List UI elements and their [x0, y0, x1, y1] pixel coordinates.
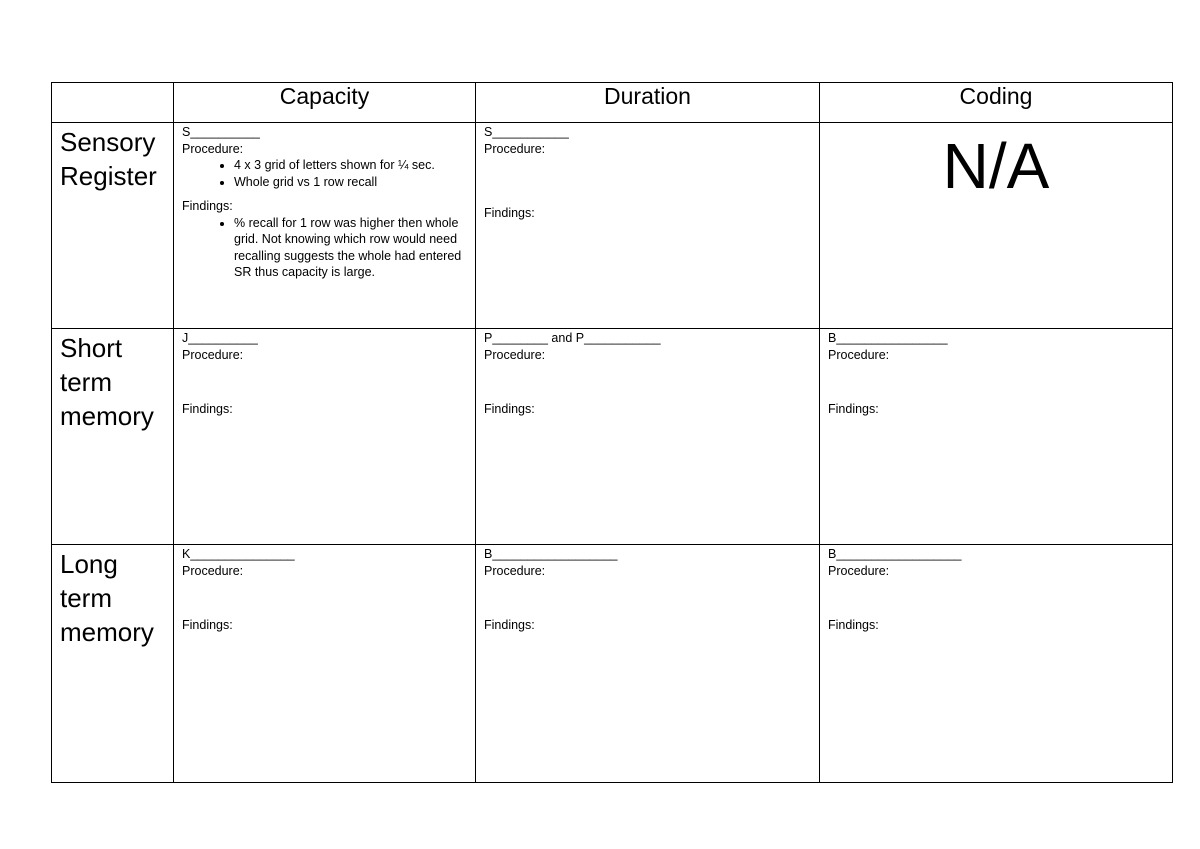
findings-label: Findings: — [484, 206, 535, 220]
sensory-duration-cell — [476, 123, 820, 329]
findings-label: Findings: — [828, 618, 879, 632]
sensory-coding-cell — [820, 123, 1173, 329]
header-row — [52, 83, 1173, 123]
ltm-duration-cell — [476, 545, 820, 783]
stm-coding-cell — [820, 329, 1173, 545]
list-item: • 4 x 3 grid of letters shown for ¼ sec. — [234, 157, 467, 174]
researcher-blank: P________ and P___________ — [484, 331, 661, 345]
procedure-label: Procedure: — [182, 141, 244, 156]
procedure-list — [182, 157, 467, 190]
researcher-blank: S___________ — [484, 125, 569, 139]
findings-label: Findings: — [484, 402, 535, 416]
procedure-label: Procedure: — [484, 563, 546, 578]
stm-duration-cell — [476, 329, 820, 545]
row-label-long-term-memory: Long term memory — [52, 545, 174, 783]
table-row-long-term-memory — [52, 545, 1173, 783]
findings-list — [182, 215, 467, 281]
researcher-blank: S__________ — [182, 125, 260, 139]
procedure-label: Procedure: — [484, 141, 546, 156]
findings-label: Findings: — [484, 618, 535, 632]
column-header-capacity: Capacity — [174, 83, 476, 123]
row-label-short-term-memory: Short term memory — [52, 329, 174, 545]
ltm-capacity-cell — [174, 545, 476, 783]
findings-label: Findings: — [182, 618, 233, 632]
findings-label: Findings: — [182, 402, 233, 416]
researcher-blank: B__________________ — [484, 547, 618, 561]
row-label-sensory-register: Sensory Register — [52, 123, 174, 329]
ltm-coding-cell — [820, 545, 1173, 783]
sensory-capacity-cell — [174, 123, 476, 329]
not-applicable-text: N/A — [942, 130, 1050, 202]
column-header-duration: Duration — [476, 83, 820, 123]
procedure-label: Procedure: — [828, 563, 890, 578]
researcher-blank: B__________________ — [828, 547, 962, 561]
procedure-label: Procedure: — [828, 347, 890, 362]
column-header-coding: Coding — [820, 83, 1173, 123]
list-item: • % recall for 1 row was higher then whole grid. Not knowing which row would need recalling suggests the whole had entered SR thus capacity is large. — [234, 215, 467, 281]
researcher-blank: J__________ — [182, 331, 258, 345]
procedure-label: Procedure: — [182, 347, 244, 362]
procedure-label: Procedure: — [182, 563, 244, 578]
stm-capacity-cell — [174, 329, 476, 545]
table-row-sensory-register — [52, 123, 1173, 329]
procedure-label: Procedure: — [484, 347, 546, 362]
list-item: • Whole grid vs 1 row recall — [234, 174, 467, 191]
corner-cell — [52, 83, 174, 123]
table-row-short-term-memory — [52, 329, 1173, 545]
findings-label: Findings: — [182, 199, 233, 213]
memory-research-table — [51, 82, 1173, 783]
researcher-blank: K_______________ — [182, 547, 295, 561]
researcher-blank: B________________ — [828, 331, 948, 345]
findings-label: Findings: — [828, 402, 879, 416]
